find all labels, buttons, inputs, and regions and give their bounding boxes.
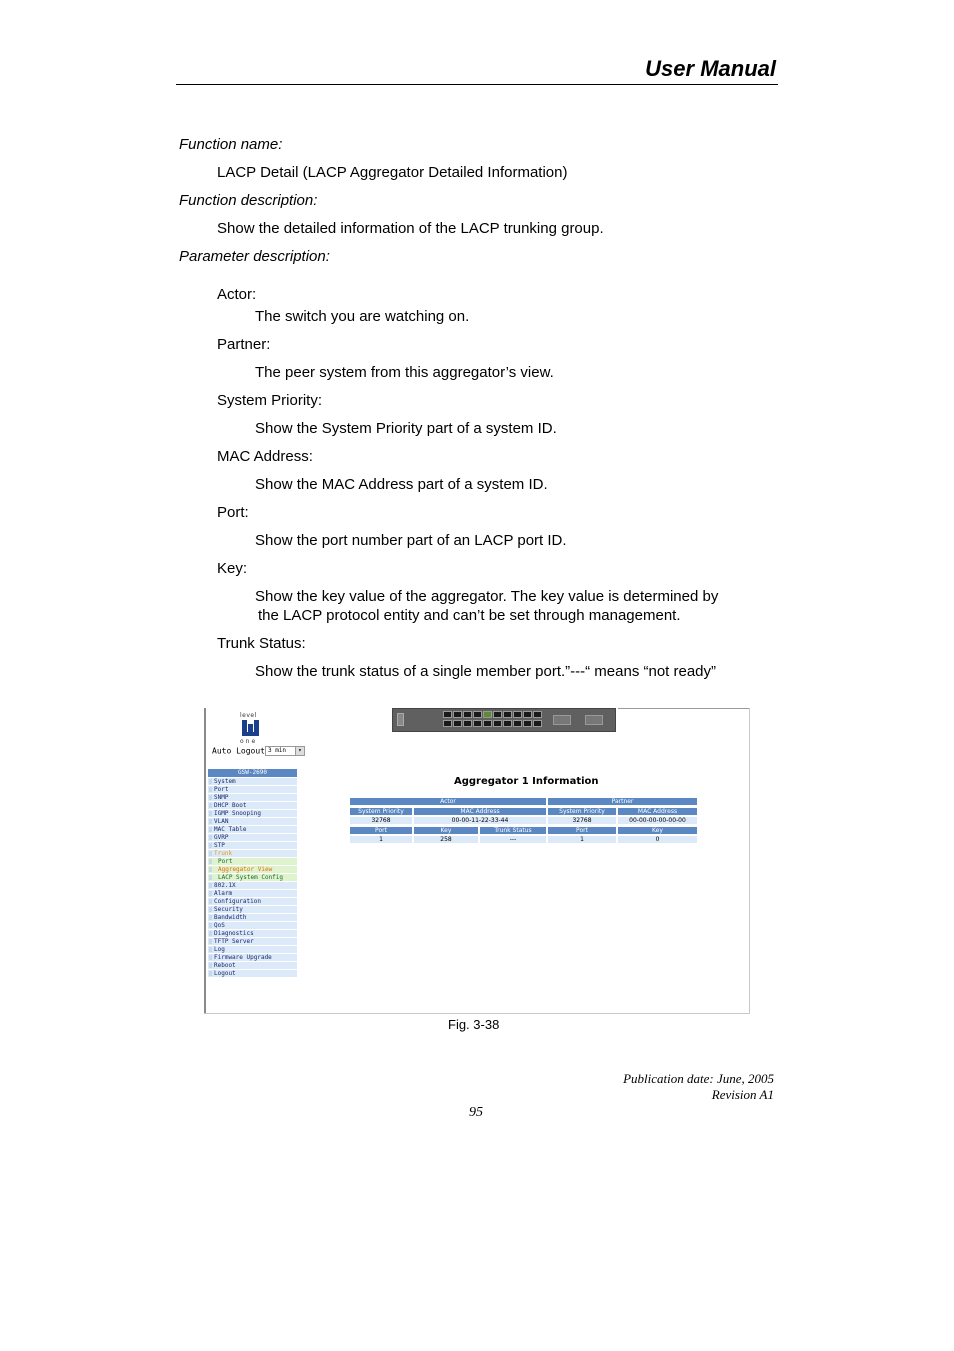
actor-header: Actor: [350, 798, 546, 805]
port-icon: [493, 720, 502, 727]
partner-key-header: Key: [618, 827, 697, 834]
param-desc-partner: The peer system from this aggregator’s view.: [255, 364, 554, 381]
menu-item-configuration[interactable]: Configuration: [208, 898, 297, 905]
param-desc-mac-address: Show the MAC Address part of a system ID.: [255, 476, 548, 493]
function-description-value: Show the detailed information of the LACP trunking group.: [217, 220, 604, 237]
side-menu: [208, 769, 297, 977]
param-name-system-priority: System Priority:: [217, 392, 323, 409]
menu-item-system[interactable]: System: [208, 778, 297, 785]
auto-logout-value: 3 min: [267, 747, 287, 754]
submenu-item-lacp-system-config[interactable]: LACP System Config: [208, 874, 297, 881]
actor-trunk-status-header: Trunk Status: [480, 827, 546, 834]
menu-item-dhcp-boot[interactable]: DHCP Boot: [208, 802, 297, 809]
menu-item-qos[interactable]: QoS: [208, 922, 297, 929]
port-icon: [453, 711, 462, 718]
menu-item-log[interactable]: Log: [208, 946, 297, 953]
menu-item-trunk[interactable]: Trunk: [208, 850, 297, 857]
auto-logout: [212, 746, 305, 756]
port-icon: [493, 711, 502, 718]
param-desc-key-cont: the LACP protocol entity and can’t be set through management.: [258, 607, 681, 624]
function-name-value: LACP Detail (LACP Aggregator Detailed Information): [217, 164, 568, 181]
sfp-slot-icon: [585, 715, 603, 725]
port-icon: [523, 720, 532, 727]
partner-mac: 00-00-00-00-00-00: [618, 817, 697, 824]
logo-text-top: level: [240, 712, 257, 719]
partner-port-header: Port: [548, 827, 616, 834]
port-icon: [443, 720, 452, 727]
actor-mac: 00-00-11-22-33-44: [414, 817, 546, 824]
port-icon: [463, 720, 472, 727]
actor-trunk-status: ---: [480, 836, 546, 843]
chevron-down-icon: ▾: [295, 747, 304, 755]
aggregator-title: Aggregator 1 Information: [454, 776, 599, 787]
switch-front-panel-image: [392, 708, 616, 732]
actor-mac-header: MAC Address: [414, 808, 546, 815]
menu-item-bandwidth[interactable]: Bandwidth: [208, 914, 297, 921]
param-name-mac-address: MAC Address:: [217, 448, 313, 465]
levelone-logo: [240, 712, 264, 744]
actor-port: 1: [350, 836, 412, 843]
header-rule: [176, 84, 778, 85]
actor-port-header: Port: [350, 827, 412, 834]
revision: Revision A1: [711, 1087, 774, 1102]
partner-sys-priority-header: System Priority: [548, 808, 616, 815]
param-name-port: Port:: [217, 504, 249, 521]
auto-logout-label: Auto Logout: [212, 746, 265, 756]
menu-item-diagnostics[interactable]: Diagnostics: [208, 930, 297, 937]
page-number: 95: [469, 1105, 483, 1120]
aggregator-table: [350, 798, 697, 848]
function-description-label: Function description:: [179, 192, 318, 209]
actor-sys-priority-header: System Priority: [350, 808, 412, 815]
param-desc-trunk-status: Show the trunk status of a single member port.”---“ means “not ready”: [255, 663, 717, 680]
frame-border-right: [749, 708, 750, 1014]
partner-port: 1: [548, 836, 616, 843]
port-icon: [473, 720, 482, 727]
param-desc-key: Show the key value of the aggregator. The key value is determined by: [255, 588, 719, 605]
actor-sys-priority: 32768: [350, 817, 412, 824]
function-name-label: Function name:: [179, 136, 283, 153]
param-name-trunk-status: Trunk Status:: [217, 635, 306, 652]
header-title: User Manual: [645, 56, 776, 81]
publication-date: Publication date: June, 2005: [623, 1071, 774, 1086]
frame-border-left: [204, 708, 206, 1014]
menu-item-8021x[interactable]: 802.1X: [208, 882, 297, 889]
port-icon: [503, 720, 512, 727]
menu-item-reboot[interactable]: Reboot: [208, 962, 297, 969]
levelone-logo-icon: [242, 720, 260, 736]
auto-logout-select[interactable]: [265, 746, 305, 756]
menu-header: GSW-2690: [208, 769, 297, 777]
menu-item-port[interactable]: Port: [208, 786, 297, 793]
menu-item-vlan[interactable]: VLAN: [208, 818, 297, 825]
port-icon: [503, 711, 512, 718]
parameter-description-label: Parameter description:: [179, 248, 330, 265]
param-name-key: Key:: [217, 560, 248, 577]
port-icon: [443, 711, 452, 718]
submenu-item-port[interactable]: Port: [208, 858, 297, 865]
port-icon: [513, 711, 522, 718]
param-name-partner: Partner:: [217, 336, 271, 353]
port-icon: [533, 720, 542, 727]
switch-logo-mark: [397, 713, 404, 726]
menu-item-mac-table[interactable]: MAC Table: [208, 826, 297, 833]
frame-border-bottom: [204, 1013, 750, 1014]
port-icon: [523, 711, 532, 718]
partner-sys-priority: 32768: [548, 817, 616, 824]
menu-item-logout[interactable]: Logout: [208, 970, 297, 977]
menu-item-firmware-upgrade[interactable]: Firmware Upgrade: [208, 954, 297, 961]
figure-caption: Fig. 3-38: [448, 1017, 500, 1032]
menu-item-tftp-server[interactable]: TFTP Server: [208, 938, 297, 945]
param-desc-port: Show the port number part of an LACP port ID.: [255, 532, 567, 549]
menu-item-igmp-snooping[interactable]: IGMP Snooping: [208, 810, 297, 817]
menu-item-alarm[interactable]: Alarm: [208, 890, 297, 897]
frame-border-top: [618, 708, 750, 709]
param-name-actor: Actor:: [217, 286, 257, 303]
port-icon: [533, 711, 542, 718]
logo-text-bottom: one: [240, 738, 258, 745]
submenu-item-aggregator-view[interactable]: Aggregator View: [208, 866, 297, 873]
menu-item-stp[interactable]: STP: [208, 842, 297, 849]
actor-key: 258: [414, 836, 478, 843]
sfp-slot-icon: [553, 715, 571, 725]
param-desc-actor: The switch you are watching on.: [255, 308, 470, 325]
port-icon: [473, 711, 482, 718]
aggregator-screenshot: [204, 708, 750, 1014]
port-icon: [453, 720, 462, 727]
partner-mac-header: MAC Address: [618, 808, 697, 815]
port-icon: [483, 720, 492, 727]
partner-key: 0: [618, 836, 697, 843]
menu-item-snmp[interactable]: SNMP: [208, 794, 297, 801]
partner-header: Partner: [548, 798, 697, 805]
publication-info: [623, 1071, 774, 1103]
port-icon: [463, 711, 472, 718]
param-desc-system-priority: Show the System Priority part of a system ID.: [255, 420, 557, 437]
menu-item-gvrp[interactable]: GVRP: [208, 834, 297, 841]
port-icon: [513, 720, 522, 727]
menu-item-security[interactable]: Security: [208, 906, 297, 913]
actor-key-header: Key: [414, 827, 478, 834]
port-icon: [483, 711, 492, 718]
